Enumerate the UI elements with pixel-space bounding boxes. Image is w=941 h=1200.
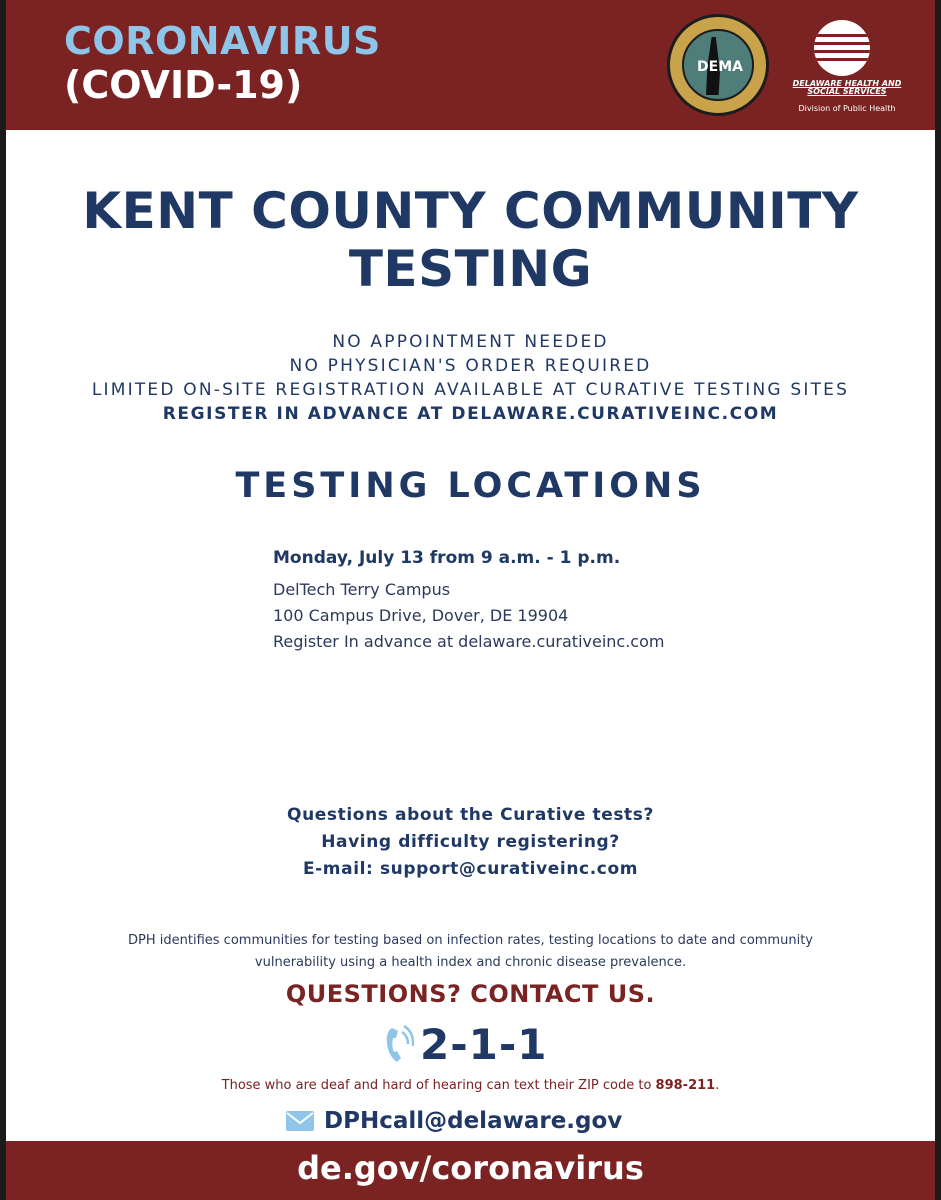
testing-location-entry (273, 545, 793, 655)
note-no-appointment: NO APPOINTMENT NEEDED (332, 332, 609, 352)
location-register-link: Register In advance at delaware.curativeinc.com (273, 632, 665, 651)
deaf-text-note: Those who are deaf and hard of hearing can text their ZIP code to 898-211. (221, 1078, 720, 1093)
contact-email: DPHcall@delaware.gov (324, 1108, 623, 1134)
header-band (6, 0, 935, 130)
flyer-page (6, 0, 935, 1200)
note-limited-registration: LIMITED ON-SITE REGISTRATION AVAILABLE AT CURATIVE TESTING SITES (91, 380, 850, 400)
testing-locations-heading: TESTING LOCATIONS (235, 466, 706, 506)
faq-line-email: E-mail: support@curativeinc.com (302, 859, 639, 879)
dhss-division: Division of Public Health (798, 104, 896, 113)
curative-faq (6, 802, 935, 883)
text-zip-number: 898-211 (655, 1078, 716, 1093)
header-title-covid: (COVID-19) (64, 63, 303, 107)
footer-url: de.gov/coronavirus (297, 1149, 644, 1187)
location-address: 100 Campus Drive, Dover, DE 19904 (273, 606, 569, 625)
page-title: KENT COUNTY COMMUNITY TESTING (82, 182, 859, 298)
contact-heading: QUESTIONS? CONTACT US. (285, 980, 656, 1008)
dema-logo-label: DEMA (697, 59, 743, 75)
phone-icon (384, 1022, 414, 1066)
mail-icon (286, 1111, 314, 1131)
faq-line-questions: Questions about the Curative tests? (287, 805, 654, 825)
note-register-advance: REGISTER IN ADVANCE AT DELAWARE.CURATIVEINC.COM (162, 404, 779, 424)
location-place: DelTech Terry Campus (273, 580, 451, 599)
dhss-logo (814, 20, 870, 76)
phone-row (384, 1016, 548, 1072)
dhss-name: DELAWARE HEALTH AND SOCIAL SERVICES (792, 79, 902, 97)
note-no-physician-order: NO PHYSICIAN'S ORDER REQUIRED (289, 356, 652, 376)
phone-number: 2-1-1 (420, 1019, 548, 1069)
requirements-list (6, 330, 935, 426)
dema-logo (667, 14, 769, 116)
location-date: Monday, July 13 from 9 a.m. - 1 p.m. (273, 548, 621, 568)
dph-note: DPH identifies communities for testing based on infection rates, testing locations to date and community vulnerability using a health index and chronic disease prevalence. (128, 933, 813, 970)
header-title-coronavirus: CORONAVIRUS (64, 19, 381, 63)
footer-band (6, 1141, 935, 1200)
faq-line-difficulty: Having difficulty registering? (321, 832, 620, 852)
email-row (286, 1104, 622, 1138)
